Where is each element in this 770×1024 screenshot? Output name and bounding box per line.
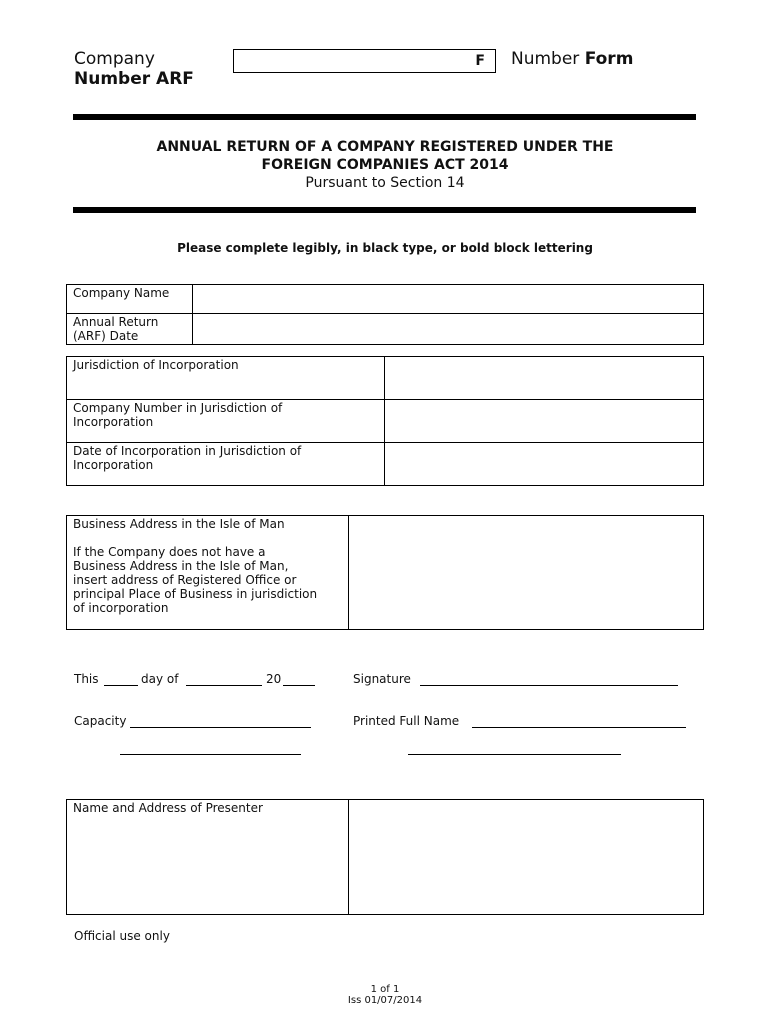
company-number-field[interactable]	[233, 49, 496, 73]
number-label: Number	[511, 49, 580, 69]
presenter-table	[66, 799, 704, 915]
form-title	[0, 138, 770, 192]
company-number-jurisdiction-label: Company Number in Jurisdiction of Incorporation	[67, 400, 385, 443]
field-suffix-f: F	[475, 53, 485, 69]
business-address-label: Business Address in the Isle of Man If the Company does not have a Business Address in the Isle of Man, insert address of Registered Office or principal Place of Business in jurisdiction of incorporation	[67, 516, 349, 630]
printed-name-line-2[interactable]	[408, 754, 621, 755]
title-line-3: Pursuant to Section 14	[305, 175, 465, 191]
title-line-1: ANNUAL RETURN OF A COMPANY REGISTERED UNDER THE	[156, 139, 614, 155]
instruction-text: Please complete legibly, in black type, or bold block lettering	[177, 241, 593, 255]
company-name-input[interactable]	[193, 285, 704, 314]
form-label: Form	[584, 49, 634, 69]
jurisdiction-label: Jurisdiction of Incorporation	[67, 357, 385, 400]
printed-name-label: Printed Full Name	[353, 714, 460, 728]
issue-date: Iss 01/07/2014	[347, 995, 423, 1006]
incorporation-table	[66, 356, 704, 486]
day-line[interactable]	[104, 685, 138, 686]
date-of-incorporation-label: Date of Incorporation in Jurisdiction of Incorporation	[67, 443, 385, 486]
page-number: 1 of 1	[370, 984, 400, 995]
title-line-2: FOREIGN COMPANIES ACT 2014	[261, 157, 509, 173]
capacity-line-2[interactable]	[120, 754, 301, 755]
signature-line[interactable]	[420, 685, 678, 686]
jurisdiction-input[interactable]	[385, 357, 704, 400]
company-label: Company	[74, 49, 155, 69]
number-arf-label: Number ARF	[74, 69, 194, 89]
year-line[interactable]	[283, 685, 315, 686]
company-number-label	[74, 49, 194, 89]
company-details-table	[66, 284, 704, 345]
arf-date-input[interactable]	[193, 314, 704, 345]
company-number-jurisdiction-input[interactable]	[385, 400, 704, 443]
business-address-input[interactable]	[349, 516, 704, 630]
capacity-label: Capacity	[74, 714, 127, 728]
printed-name-line[interactable]	[472, 727, 686, 728]
company-name-label: Company Name	[67, 285, 193, 314]
this-label: This	[74, 672, 99, 686]
arf-date-label: Annual Return (ARF) Date	[67, 314, 193, 345]
official-use-label: Official use only	[74, 929, 170, 943]
top-rule	[73, 114, 696, 120]
presenter-input[interactable]	[349, 800, 704, 915]
bottom-rule	[73, 207, 696, 213]
day-of-label: day of	[141, 672, 179, 686]
month-line[interactable]	[186, 685, 262, 686]
capacity-line[interactable]	[130, 727, 311, 728]
presenter-label: Name and Address of Presenter	[67, 800, 349, 915]
signature-label: Signature	[353, 672, 411, 686]
number-form-label	[511, 49, 633, 69]
business-address-table	[66, 515, 704, 630]
year-prefix: 20	[266, 672, 282, 686]
date-of-incorporation-input[interactable]	[385, 443, 704, 486]
